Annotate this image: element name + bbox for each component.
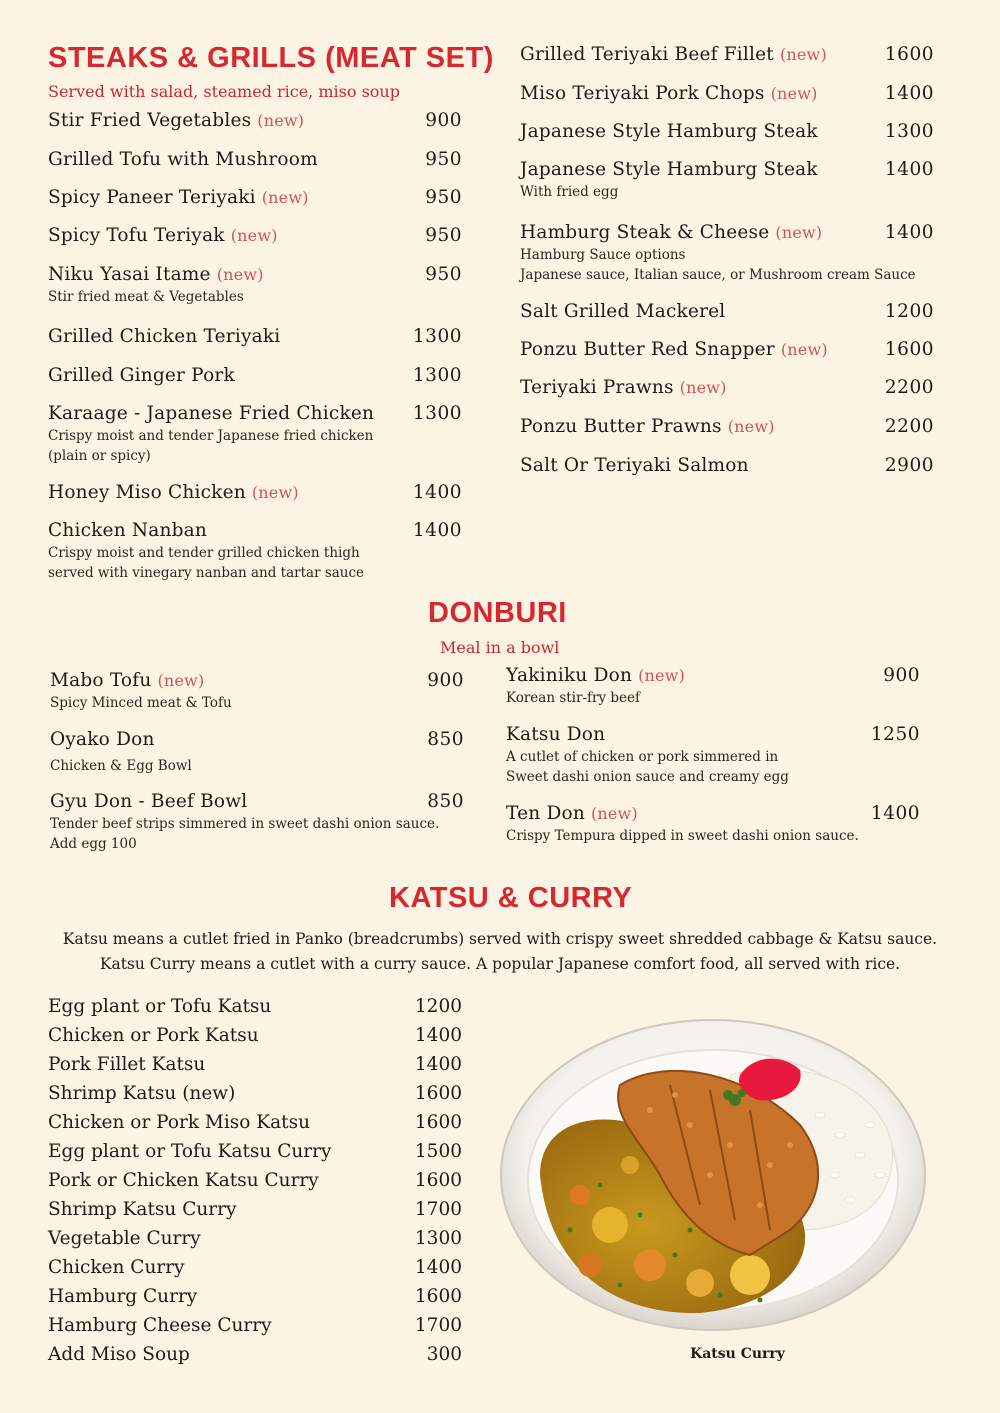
menu-item <box>520 416 934 437</box>
new-tag: (new) <box>638 666 686 685</box>
item-price: 1400 <box>884 159 934 180</box>
item-description: Spicy Minced meat & Tofu <box>50 695 232 711</box>
list-item <box>48 1079 462 1108</box>
item-name: Grilled Teriyaki Beef Fillet <box>520 44 774 65</box>
list-item <box>48 1340 462 1369</box>
menu-item <box>48 520 462 583</box>
item-name: Grilled Tofu with Mushroom <box>48 149 318 170</box>
list-item <box>48 1282 462 1311</box>
katsu-list <box>48 992 462 1369</box>
menu-item <box>48 326 462 347</box>
item-name: Egg plant or Tofu Katsu <box>48 996 272 1017</box>
item-description: Korean stir-fry beef <box>506 690 640 706</box>
item-price: 900 <box>425 110 462 131</box>
menu-item <box>506 724 920 787</box>
list-item <box>48 1021 462 1050</box>
item-price: 1700 <box>414 1315 462 1336</box>
item-description: Crispy Tempura dipped in sweet dashi onion sauce. <box>506 828 859 844</box>
katsu-intro-line-2: Katsu Curry means a cutlet with a curry sauce. A popular Japanese comfort food, all served with rice. <box>99 955 901 973</box>
menu-item <box>48 482 462 503</box>
item-price: 1300 <box>414 1228 462 1249</box>
item-price: 1600 <box>414 1170 462 1191</box>
item-price: 1500 <box>414 1141 462 1162</box>
new-tag: (new) <box>590 804 638 823</box>
new-tag: (new) <box>257 111 305 130</box>
item-name: Hamburg Cheese Curry <box>48 1315 272 1336</box>
menu-item <box>520 339 934 360</box>
new-tag: (new) <box>770 84 818 103</box>
new-tag: (new) <box>261 188 309 207</box>
item-price: 2200 <box>884 416 934 437</box>
item-name: Teriyaki Prawns <box>520 377 674 398</box>
list-item <box>48 1224 462 1253</box>
menu-item <box>506 803 920 846</box>
item-name: Pork Fillet Katsu <box>48 1054 206 1075</box>
item-price: 1200 <box>884 301 934 322</box>
menu-item <box>48 149 462 170</box>
item-name: Japanese Style Hamburg Steak <box>520 159 818 180</box>
item-price: 1250 <box>870 724 920 745</box>
item-price: 1300 <box>412 326 462 347</box>
item-price: 950 <box>425 225 462 246</box>
item-name: Shrimp Katsu Curry <box>48 1199 237 1220</box>
item-price: 1400 <box>412 520 462 541</box>
item-price: 1400 <box>414 1054 462 1075</box>
item-name: Karaage - Japanese Fried Chicken <box>48 403 375 424</box>
item-name: Ten Don <box>506 803 585 824</box>
item-name: Pork or Chicken Katsu Curry <box>48 1170 319 1191</box>
menu-item <box>520 301 934 322</box>
item-description-2: Japanese sauce, Italian sauce, or Mushroom cream Sauce <box>520 267 916 283</box>
katsu-title: KATSU & CURRY <box>389 882 633 914</box>
item-price: 1400 <box>412 482 462 503</box>
list-item <box>48 1050 462 1079</box>
item-description: Chicken & Egg Bowl <box>50 758 192 774</box>
new-tag: (new) <box>727 417 775 436</box>
item-name: Miso Teriyaki Pork Chops <box>520 83 765 104</box>
menu-item <box>50 791 464 854</box>
item-price: 1200 <box>414 996 462 1017</box>
menu-item <box>520 121 934 142</box>
new-tag: (new) <box>157 671 205 690</box>
menu-item <box>50 670 464 713</box>
item-description: Tender beef strips simmered in sweet dashi onion sauce. <box>50 816 440 832</box>
menu-item <box>520 455 934 476</box>
menu-item <box>520 159 934 202</box>
item-price: 1300 <box>884 121 934 142</box>
item-price: 1600 <box>414 1083 462 1104</box>
item-name: Chicken or Pork Katsu <box>48 1025 259 1046</box>
list-item <box>48 1195 462 1224</box>
item-price: 300 <box>426 1344 462 1365</box>
item-description: With fried egg <box>520 184 619 200</box>
item-price: 1600 <box>884 44 934 65</box>
steaks-title: STEAKS & GRILLS (MEAT SET) <box>48 42 494 74</box>
donburi-subtitle: Meal in a bowl <box>440 638 560 657</box>
item-price: 900 <box>883 665 920 686</box>
menu-item <box>520 83 934 104</box>
item-name: Chicken Curry <box>48 1257 185 1278</box>
item-name: Yakiniku Don <box>506 665 633 686</box>
item-price: 2200 <box>884 377 934 398</box>
item-name: Shrimp Katsu (new) <box>48 1083 236 1104</box>
menu-item <box>48 225 462 246</box>
image-caption: Katsu Curry <box>690 1346 785 1362</box>
list-item <box>48 1137 462 1166</box>
item-price: 1400 <box>884 222 934 243</box>
new-tag: (new) <box>775 223 823 242</box>
new-tag: (new) <box>216 265 264 284</box>
item-description: A cutlet of chicken or pork simmered in <box>506 749 779 765</box>
item-price: 950 <box>425 264 462 285</box>
new-tag: (new) <box>251 483 299 502</box>
item-description-2: Add egg 100 <box>50 836 137 852</box>
item-price: 1400 <box>884 83 934 104</box>
item-price: 900 <box>427 670 464 691</box>
item-price: 1300 <box>412 365 462 386</box>
item-name: Ponzu Butter Prawns <box>520 416 722 437</box>
item-price: 1700 <box>414 1199 462 1220</box>
item-name: Spicy Paneer Teriyaki <box>48 187 256 208</box>
item-name: Hamburg Curry <box>48 1286 198 1307</box>
menu-item <box>520 44 934 65</box>
item-price: 1400 <box>414 1025 462 1046</box>
item-name: Oyako Don <box>50 729 155 750</box>
item-name: Salt Or Teriyaki Salmon <box>520 455 749 476</box>
menu-item <box>506 665 920 708</box>
item-price: 1400 <box>414 1257 462 1278</box>
item-price: 2900 <box>884 455 934 476</box>
item-name: Gyu Don - Beef Bowl <box>50 791 248 812</box>
item-name: Katsu Don <box>506 724 606 745</box>
item-description: Hamburg Sauce options <box>520 247 686 263</box>
item-price: 950 <box>425 187 462 208</box>
menu-item <box>48 264 462 307</box>
katsu-intro-line-1: Katsu means a cutlet fried in Panko (breadcrumbs) served with crispy sweet shredded cabbage & Katsu sauce. <box>62 930 938 948</box>
item-name: Grilled Chicken Teriyaki <box>48 326 281 347</box>
menu-item <box>520 377 934 398</box>
list-item <box>48 1166 462 1195</box>
katsu-curry-photo <box>500 1015 926 1331</box>
item-name: Japanese Style Hamburg Steak <box>520 121 818 142</box>
new-tag: (new) <box>780 340 828 359</box>
donburi-title: DONBURI <box>428 597 567 629</box>
item-name: Add Miso Soup <box>48 1344 190 1365</box>
menu-item <box>48 365 462 386</box>
list-item <box>48 1253 462 1282</box>
item-name: Ponzu Butter Red Snapper <box>520 339 775 360</box>
item-name: Spicy Tofu Teriyak <box>48 225 225 246</box>
item-price: 850 <box>427 729 464 750</box>
new-tag: (new) <box>230 226 278 245</box>
item-name: Niku Yasai Itame <box>48 264 211 285</box>
item-name: Chicken Nanban <box>48 520 208 541</box>
list-item <box>48 1108 462 1137</box>
new-tag: (new) <box>779 45 827 64</box>
item-description: Crispy moist and tender grilled chicken thigh served with vinegary nanban and tartar sauce <box>48 545 365 581</box>
item-name: Stir Fried Vegetables <box>48 110 252 131</box>
item-description: Crispy moist and tender Japanese fried chicken (plain or spicy) <box>48 428 374 464</box>
steaks-subtitle: Served with salad, steamed rice, miso soup <box>48 82 400 101</box>
item-price: 950 <box>425 149 462 170</box>
item-price: 1400 <box>870 803 920 824</box>
new-tag: (new) <box>679 378 727 397</box>
list-item <box>48 992 462 1021</box>
menu-item <box>50 729 464 776</box>
item-price: 850 <box>427 791 464 812</box>
item-name: Grilled Ginger Pork <box>48 365 235 386</box>
item-name: Honey Miso Chicken <box>48 482 246 503</box>
item-description: Stir fried meat & Vegetables <box>48 289 244 305</box>
item-name: Mabo Tofu <box>50 670 152 691</box>
item-name: Vegetable Curry <box>48 1228 201 1249</box>
item-price: 1600 <box>414 1286 462 1307</box>
item-description-2: Sweet dashi onion sauce and creamy egg <box>506 769 789 785</box>
item-name: Hamburg Steak & Cheese <box>520 222 770 243</box>
menu-item <box>48 187 462 208</box>
menu-item <box>48 403 462 466</box>
item-name: Chicken or Pork Miso Katsu <box>48 1112 310 1133</box>
menu-item <box>48 110 462 131</box>
item-price: 1300 <box>412 403 462 424</box>
item-name: Salt Grilled Mackerel <box>520 301 726 322</box>
item-price: 1600 <box>414 1112 462 1133</box>
menu-item <box>520 222 934 285</box>
list-item <box>48 1311 462 1340</box>
item-name: Egg plant or Tofu Katsu Curry <box>48 1141 332 1162</box>
item-price: 1600 <box>884 339 934 360</box>
